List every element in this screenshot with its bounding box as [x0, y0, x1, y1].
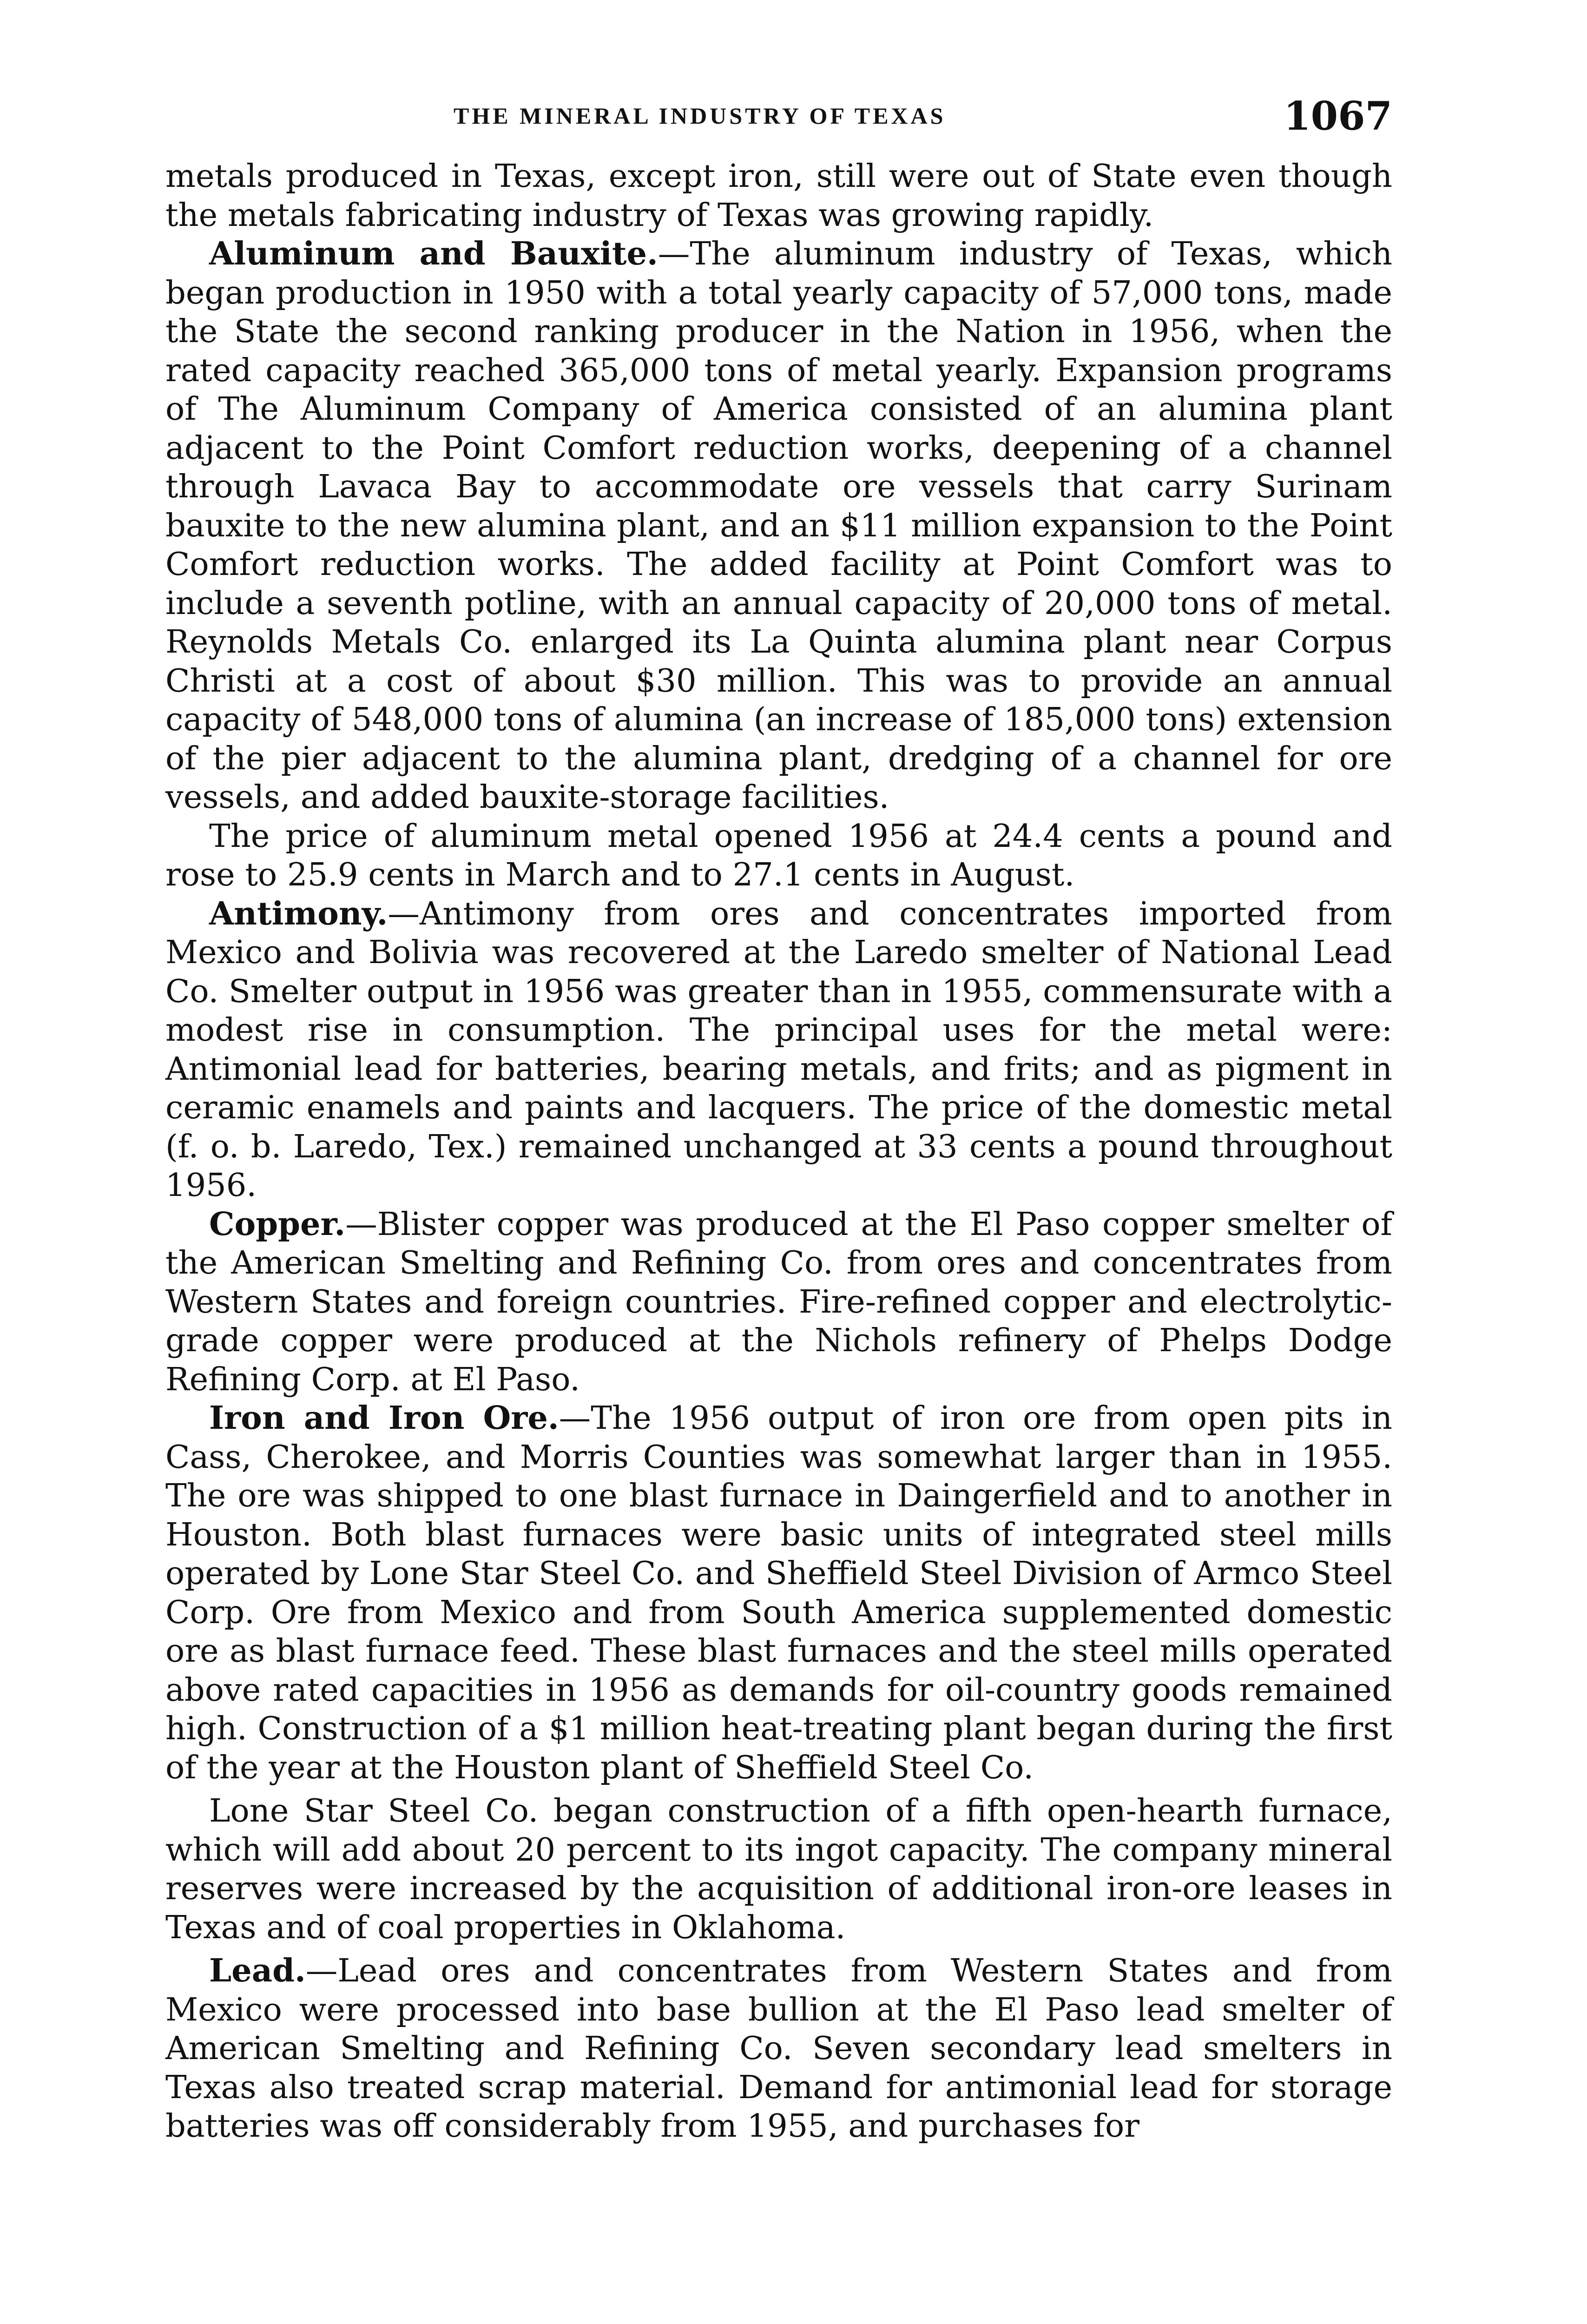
paragraph-antimony [165, 895, 1392, 1205]
paragraph-text: metals produced in Texas, except iron, still were out of State even though the metals fabricating industry of Texas was growing rapidly. [165, 158, 1392, 234]
paragraph-text: —Blister copper was produced at the El Paso copper smelter of the American Smelting and Refining Co. from ores and concentrates from Western States and foreign countries. Fire-refined copper and electrolytic-grade copper were produced at the Nichols refinery of Phelps Dodge Refining Corp. at El Paso. [165, 1205, 1392, 1398]
section-heading-iron-ore: Iron and Iron Ore. [209, 1400, 559, 1437]
paragraph-copper [165, 1205, 1392, 1400]
paragraph-lone-star-steel [165, 1792, 1392, 1947]
paragraph-iron-ore [165, 1399, 1392, 1787]
paragraph-aluminum-bauxite [165, 235, 1392, 817]
page-number: 1067 [1284, 93, 1392, 139]
paragraph-text: The price of aluminum metal opened 1956 at 24.4 cents a pound and rose to 25.9 cents in March and to 27.1 cents in August. [165, 817, 1392, 893]
paragraph-text: —The 1956 output of iron ore from open pits in Cass, Cherokee, and Morris Counties was somewhat larger than in 1955. The ore was shipped to one blast furnace in Daingerfield and to another in Houston. Both blast furnaces were basic units of integrated steel mills operated by Lone Star Steel Co. and Sheffield Steel Division of Armco Steel Corp. Ore from Mexico and from South America supplemented domestic ore as blast furnace feed. These blast furnaces and the steel mills operated above rated capacities in 1956 as demands for oil-country goods remained high. Construction of a $1 million heat-treating plant began during the first of the year at the Houston plant of Sheffield Steel Co. [165, 1400, 1392, 1786]
running-title: THE MINERAL INDUSTRY OF TEXAS [454, 103, 946, 129]
paragraph-continuation [165, 157, 1392, 235]
body-text [165, 157, 1392, 2146]
paragraph-aluminum-price [165, 817, 1392, 895]
document-page [165, 93, 1392, 2146]
section-heading-antimony: Antimony. [209, 895, 388, 932]
section-heading-lead: Lead. [209, 1952, 306, 1989]
paragraph-text: —Lead ores and concentrates from Western States and from Mexico were processed into base bullion at the El Paso lead smelter of American Smelting and Refining Co. Seven secondary lead smelters in Texas also treated scrap material. Demand for antimonial lead for storage batteries was off considerably from 1955, and purchases for [165, 1952, 1392, 2145]
paragraph-lead [165, 1952, 1392, 2146]
page-header [165, 93, 1392, 144]
paragraph-text: Lone Star Steel Co. began construction of a fifth open-hearth furnace, which will add about 20 percent to its ingot capacity. The company mineral reserves were increased by the acquisition of additional iron-ore leases in Texas and of coal properties in Oklahoma. [165, 1792, 1392, 1946]
section-heading-aluminum-bauxite: Aluminum and Bauxite. [209, 235, 658, 272]
paragraph-text: —Antimony from ores and concentrates imported from Mexico and Bolivia was recovered at the Laredo smelter of National Lead Co. Smelter output in 1956 was greater than in 1955, commensurate with a modest rise in consumption. The principal uses for the metal were: Antimonial lead for batteries, bearing metals, and frits; and as pigment in ceramic enamels and paints and lacquers. The price of the domestic metal (f. o. b. Laredo, Tex.) remained unchanged at 33 cents a pound throughout 1956. [165, 895, 1392, 1204]
section-heading-copper: Copper. [209, 1205, 346, 1243]
paragraph-text: —The aluminum industry of Texas, which began production in 1950 with a total yearly capacity of 57,000 tons, made the State the second ranking producer in the Nation in 1956, when the rated capacity reached 365,000 tons of metal yearly. Expansion programs of The Aluminum Company of America consisted of an alumina plant adjacent to the Point Comfort reduction works, deepening of a channel through Lavaca Bay to accommodate ore vessels that carry Surinam bauxite to the new alumina plant, and an $11 million expansion to the Point Comfort reduction works. The added facility at Point Comfort was to include a seventh potline, with an annual capacity of 20,000 tons of metal. Reynolds Metals Co. enlarged its La Quinta alumina plant near Corpus Christi at a cost of about $30 million. This was to provide an annual capacity of 548,000 tons of alumina (an increase of 185,000 tons) extension of the pier adjacent to the alumina plant, dredging of a channel for ore vessels, and added bauxite-storage facilities. [165, 235, 1392, 816]
